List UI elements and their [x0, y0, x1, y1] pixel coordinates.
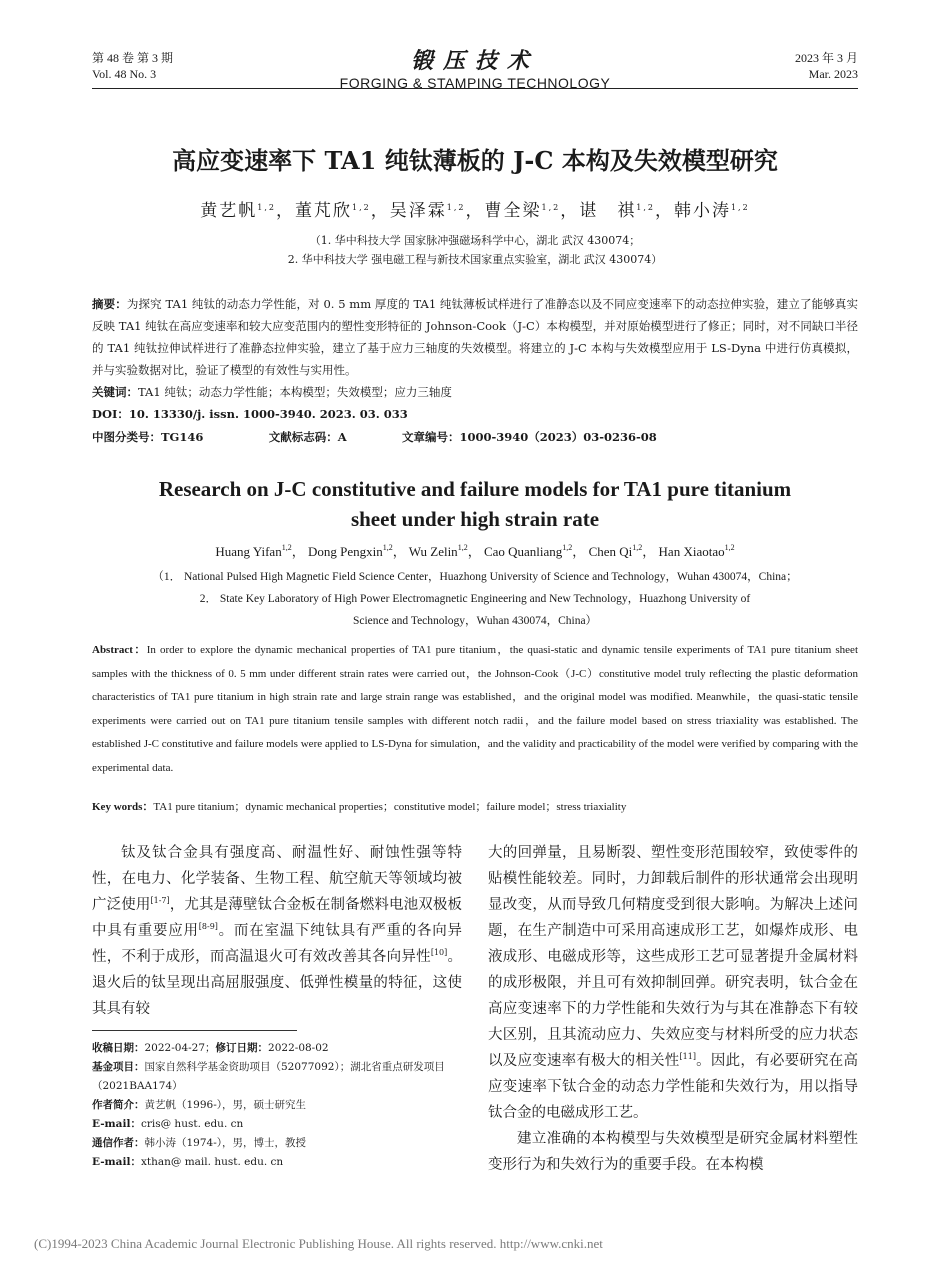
author-name: 谌 祺: [579, 201, 637, 221]
title-cn: 高应变速率下 TA1 纯钛薄板的 J-C 本构及失效模型研究: [172, 146, 778, 175]
doi-label: DOI：: [92, 407, 129, 421]
author-name: Dong Pengxin: [307, 544, 383, 559]
affiliations-cn: [150, 231, 800, 269]
footnotes: [92, 1039, 462, 1172]
keywords-cn: [92, 381, 452, 403]
fund-info: [92, 1058, 462, 1096]
author-affiliation-mark: 1,2: [562, 543, 573, 552]
author-affiliation-mark: 1,2: [382, 543, 393, 552]
clc-label: 中图分类号：: [92, 430, 161, 444]
issue-date: [795, 50, 858, 82]
email-label: E-mail：: [92, 1156, 141, 1168]
abstract-cn-text: 为探究 TA1 纯钛的动态力学性能，对 0. 5 mm 厚度的 TA1 纯钛薄板试样进行了准静态以及不同应变速率下的动态拉伸实验，建立了能够真实反映 TA1 纯钛在高应变速率和较大应变范围内的塑性变形特征的 Johnson-Cook（J-C）本构模型，并对原始模型进行了修正；同时，对不同缺口半径的 TA1 纯钛拉伸试样进行了准静态拉伸实验，建立了基于应力三轴度的失效模型。将建立的 J-C 本构与失效模型应用于 LS-Dyna 中进行仿真模拟，并与实验数据对比，验证了模型的有效性与实用性。: [92, 297, 859, 377]
author-affiliation-mark: 1,2: [730, 203, 750, 212]
author-email: [92, 1115, 462, 1134]
body-text: 大的回弹量，且易断裂、塑性变形范围较窄，致使零件的贴模性能较差。同时，力卸载后制件的形状通常会出现明显改变，从而导致几何精度受到很大影响。为解决上述问题，在生产制造中可采用高速成形工艺，如爆炸成形、电液成形、电磁成形等，这些成形工艺可显著提升金属材料的成形极限，并且可有效抑制回弹。研究表明，钛合金在高应变速率下的力学性能和失效行为与其在准静态下有较大区别，且其流动应力、失效应变与材料所受的应力状态以及应变速率有极大的相关性: [488, 845, 858, 1069]
affiliation-en-1: （1． National Pulsed High Magnetic Field Science Center，Huazhong University of Science and Technology，Wuhan 430074，China；: [152, 571, 798, 583]
classification-line: [92, 426, 657, 448]
date-en: Mar. 2023: [808, 67, 858, 81]
affiliation-cn-2: 2. 华中科技大学 强电磁工程与新技术国家重点实验室，湖北 武汉 430074）: [287, 253, 663, 266]
fund-label: 基金项目：: [92, 1061, 145, 1073]
author-separator: ，: [370, 201, 390, 221]
abstract-en: [92, 639, 858, 780]
journal-name-cn: 锻压技术: [410, 48, 539, 74]
author-name: Chen Qi: [588, 544, 633, 559]
copyright-notice: (C)1994-2023 China Academic Journal Electronic Publishing House. All rights reserved. http://www.cnki.net: [34, 1236, 603, 1251]
author-name: Han Xiaotao: [658, 544, 725, 559]
received-value: 2022-04-27；: [144, 1042, 216, 1054]
clc-value: TG146: [161, 430, 204, 444]
author-name: 黄艺帆: [200, 201, 258, 221]
keywords-cn-label: 关键词：: [92, 385, 138, 399]
author-name: Wu Zelin: [408, 544, 458, 559]
email-value[interactable]: xthan@ mail. hust. edu. cn: [140, 1156, 284, 1168]
doi-text: 10. 13330/j. issn. 1000-3940. 2023. 03. 033: [128, 407, 408, 421]
issue-info: [92, 50, 173, 82]
body-text: 钛及钛合金具有强度高、耐温性好、耐蚀性强等特性，在电力、化学装备、生物工程、航空航天等领域均被广泛使用: [92, 845, 462, 913]
body-paragraph-1: [92, 840, 462, 1022]
author-name: Cao Quanliang: [483, 544, 563, 559]
email-label: E-mail：: [92, 1118, 141, 1130]
abstract-en-label: Abstract：: [92, 644, 147, 656]
bio-value: 黄艺帆（1996-），男，硕士研究生: [144, 1099, 307, 1111]
citation[interactable]: [10]: [430, 948, 448, 957]
author-separator: ，: [560, 201, 580, 221]
bio-label: 作者简介：: [92, 1099, 145, 1111]
email-value[interactable]: cris@ hust. edu. cn: [140, 1118, 244, 1130]
author-affiliation-mark: 1,2: [541, 203, 561, 212]
author-affiliation-mark: 1,2: [352, 203, 371, 212]
journal-masthead: [300, 44, 650, 91]
author-separator: ，: [642, 544, 656, 559]
keywords-en: [92, 796, 858, 820]
footnote-rule: [92, 1030, 297, 1031]
keywords-en-text: TA1 pure titanium；dynamic mechanical properties；constitutive model；failure model；stress triaxiality: [153, 801, 627, 813]
citation[interactable]: [11]: [679, 1052, 696, 1061]
author-bio: [92, 1096, 462, 1115]
author-name: 董芃欣: [295, 201, 353, 221]
issue-en: Vol. 48 No. 3: [92, 67, 157, 81]
author-name: 韩小涛: [673, 201, 731, 221]
header-rule: [92, 88, 858, 89]
date-cn: 2023 年 3 月: [794, 51, 858, 65]
author-affiliation-mark: 1,2: [636, 203, 655, 212]
abstract-cn: [92, 293, 858, 381]
body-left-column: [92, 840, 462, 1022]
affiliation-en-2: 2． State Key Laboratory of High Power Electromagnetic Engineering and New Technology，Huazhong University of: [199, 593, 751, 605]
affiliation-cn-1: （1. 华中科技大学 国家脉冲强磁场科学中心，湖北 武汉 430074；: [309, 234, 641, 247]
issue-cn: 第 48 卷 第 3 期: [92, 51, 174, 65]
citation[interactable]: [1-7]: [150, 896, 170, 905]
body-paragraph-2: 建立准确的本构模型与失效模型是研究金属材料塑性变形行为和失效行为的重要手段。在本构模: [488, 1131, 858, 1173]
author-separator: ，: [654, 201, 674, 221]
journal-name-en: FORGING & STAMPING TECHNOLOGY: [339, 75, 611, 91]
body-right-column: [488, 840, 858, 1178]
author-affiliation-mark: 1,2: [632, 543, 643, 552]
abstract-cn-label: 摘要：: [92, 297, 127, 311]
author-separator: ，: [392, 544, 406, 559]
author-separator: ，: [465, 201, 485, 221]
article-no-label: 文章编号：: [401, 430, 460, 444]
author-affiliation-mark: 1,2: [281, 543, 292, 552]
citation[interactable]: [8-9]: [198, 922, 218, 931]
authors-cn: [60, 200, 890, 222]
author-affiliation-mark: 1,2: [457, 543, 468, 552]
body-text: 。退火后的钛呈现出高屈服强度、低弹性模量的特征，这使其具有较: [92, 949, 462, 1017]
author-name: 吴泽霖: [389, 201, 447, 221]
authors-en: [60, 541, 890, 563]
title-en-line-2: sheet under high strain rate: [350, 507, 600, 531]
keywords-cn-text: TA1 纯钛；动态力学性能；本构模型；失效模型；应力三轴度: [138, 385, 452, 399]
affiliation-en-3: Science and Technology，Wuhan 430074，China）: [352, 615, 598, 627]
author-affiliation-mark: 1,2: [724, 543, 735, 552]
corresponding-author: [92, 1134, 462, 1153]
keywords-en-label: Key words：: [92, 801, 154, 813]
body-text: 。而在室温下纯钛具有严重的各向异性，不利于成形，而高温退火可有效改善其各向异性: [92, 923, 463, 965]
received-dates: [92, 1039, 462, 1058]
affiliations-en: [92, 566, 858, 632]
title-en: [60, 474, 890, 534]
article-no-value: 1000-3940（2023）03-0236-08: [459, 430, 657, 444]
author-separator: ，: [291, 544, 305, 559]
body-text: 。因此，有必要研究在高应变速率下钛合金的动态力学性能和失效行为，用以指导钛合金的电磁成形工艺。: [488, 1053, 859, 1121]
received-label: 收稿日期：: [92, 1042, 145, 1054]
doi: [92, 403, 408, 425]
author-affiliation-mark: 1,2: [446, 203, 466, 212]
author-name: Huang Yifan: [215, 544, 282, 559]
body-text: ，尤其是薄壁钛合金板在制备燃料电池双极板中具有重要应用: [92, 897, 463, 939]
corr-label: 通信作者：: [92, 1137, 145, 1149]
revised-label: 修订日期：: [215, 1042, 269, 1054]
author-affiliation-mark: 1,2: [257, 203, 277, 212]
doc-code-value: A: [337, 430, 347, 444]
corr-value: 韩小涛（1974-），男，博士，教授: [144, 1137, 307, 1149]
author-separator: ，: [572, 544, 586, 559]
author-separator: ，: [276, 201, 296, 221]
fund-value: 国家自然科学基金资助项目（52077092）；湖北省重点研发项目（2021BAA174）: [92, 1061, 445, 1092]
author-separator: ，: [467, 544, 481, 559]
abstract-en-text: In order to explore the dynamic mechanical properties of TA1 pure titanium，the quasi-static and dynamic tensile experiments of TA1 pure titanium sheet samples with the thickness of 0. 5 mm under different strain rates were carried out，the Johnson-Cook（J-C）constitutive model truly reflecting the plastic deformation characteristics of TA1 pure titanium in high strain rate and large strain range was established，and the original model was modified. Meanwhile，the quasi-static tensile experiments were carried out on TA1 pure titanium tensile samples with different notch radii，and the failure model based on stress triaxiality was established. The established J-C constitutive and failure models were applied to LS-Dyna for simulation，and the validity and practicability of the model were verified by comparing with the experimental data.: [92, 644, 858, 774]
title-en-line-1: Research on J-C constitutive and failure models for TA1 pure titanium: [158, 477, 792, 501]
corresponding-email: [92, 1153, 462, 1172]
author-name: 曹全梁: [484, 201, 542, 221]
revised-value: 2022-08-02: [268, 1042, 329, 1054]
doc-code-label: 文献标志码：: [268, 430, 338, 444]
body-paragraph-continued: [488, 840, 858, 1126]
